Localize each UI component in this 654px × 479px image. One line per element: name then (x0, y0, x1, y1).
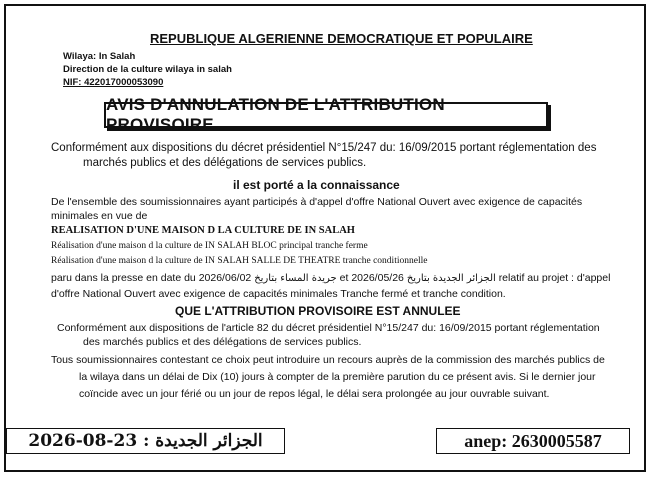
press-date-intro: paru dans la presse en date du (51, 272, 196, 284)
republic-heading: REPUBLIQUE ALGERIENNE DEMOCRATIQUE ET POPULAIRE (150, 31, 533, 46)
project-item-1: Réalisation d'une maison d la culture de IN SALAH BLOC principal tranche ferme (51, 241, 368, 251)
newspaper-date-box (6, 428, 285, 454)
newspaper-date: الجزائر الجديدة : 23-08-2026 (28, 431, 263, 451)
newspaper-2-arabic: الجزائر الجديدة بتاريخ (406, 273, 496, 284)
paragraph-2-line-1: De l'ensemble des soumissionnaires ayant participés à d'appel d'offre National Ouvert avec exigence de capacités (51, 196, 583, 208)
paragraph-3-line-1 (51, 272, 610, 284)
paragraph-4-line-1: Conformément aux dispositions de l'article 82 du décret présidentiel N°15/247 du: 16/09/2015 portant réglementation (57, 322, 600, 334)
anep-box (436, 428, 630, 454)
press-date-outro: relatif au projet : d'appel (498, 272, 611, 284)
paragraph-3-line-2: d'offre National Ouvert avec exigence de capacités minimales Tranche fermé et tranche condition. (51, 288, 506, 300)
notice-title: AVIS D'ANNULATION DE L'ATTRIBUTION PROVISOIRE (104, 102, 548, 128)
paragraph-1-line-2: marchés publics et des délégations de services publics. (83, 157, 367, 169)
paragraph-4-line-2: des marchés publics et des délégations de services publics. (83, 336, 362, 348)
anep-number: anep: 2630005587 (464, 430, 602, 451)
paragraph-2-line-2: minimales en vue de (51, 210, 148, 222)
press-date-and: et (339, 272, 349, 284)
press-date-2: 2026/05/26 (351, 272, 404, 284)
nif-line: NIF: 422017000053090 (63, 77, 164, 88)
notice-heading: il est porté a la connaissance (233, 178, 400, 192)
project-item-2: Réalisation d'une maison d la culture de IN SALAH SALLE DE THEATRE tranche conditionnelle (51, 256, 428, 266)
project-title: REALISATION D'UNE MAISON D LA CULTURE DE IN SALAH (51, 225, 355, 236)
paragraph-1-line-1: Conformément aux dispositions du décret présidentiel N°15/247 du: 16/09/2015 portant réglementation des (51, 142, 597, 154)
direction-line: Direction de la culture wilaya in salah (63, 64, 232, 75)
paragraph-5-line-2: la wilaya dans un délai de Dix (10) jours à compter de la première parution du ce présent avis. Si le dernier jour (79, 371, 596, 383)
paragraph-5-line-1: Tous soumissionnaires contestant ce choix peut introduire un recours auprès de la commission des marchés publics de (51, 354, 605, 366)
wilaya-line: Wilaya: In Salah (63, 51, 136, 62)
press-date-1: 2026/06/02 (198, 272, 252, 284)
annulment-heading: QUE L'ATTRIBUTION PROVISOIRE EST ANNULEE (175, 304, 461, 318)
newspaper-1-arabic: جريدة المساء بتاريخ (254, 273, 337, 284)
paragraph-5-line-3: coïncide avec un jour férié ou un jour de repos légal, le délai sera prolongée au jour ouvrable suivant. (79, 388, 550, 400)
